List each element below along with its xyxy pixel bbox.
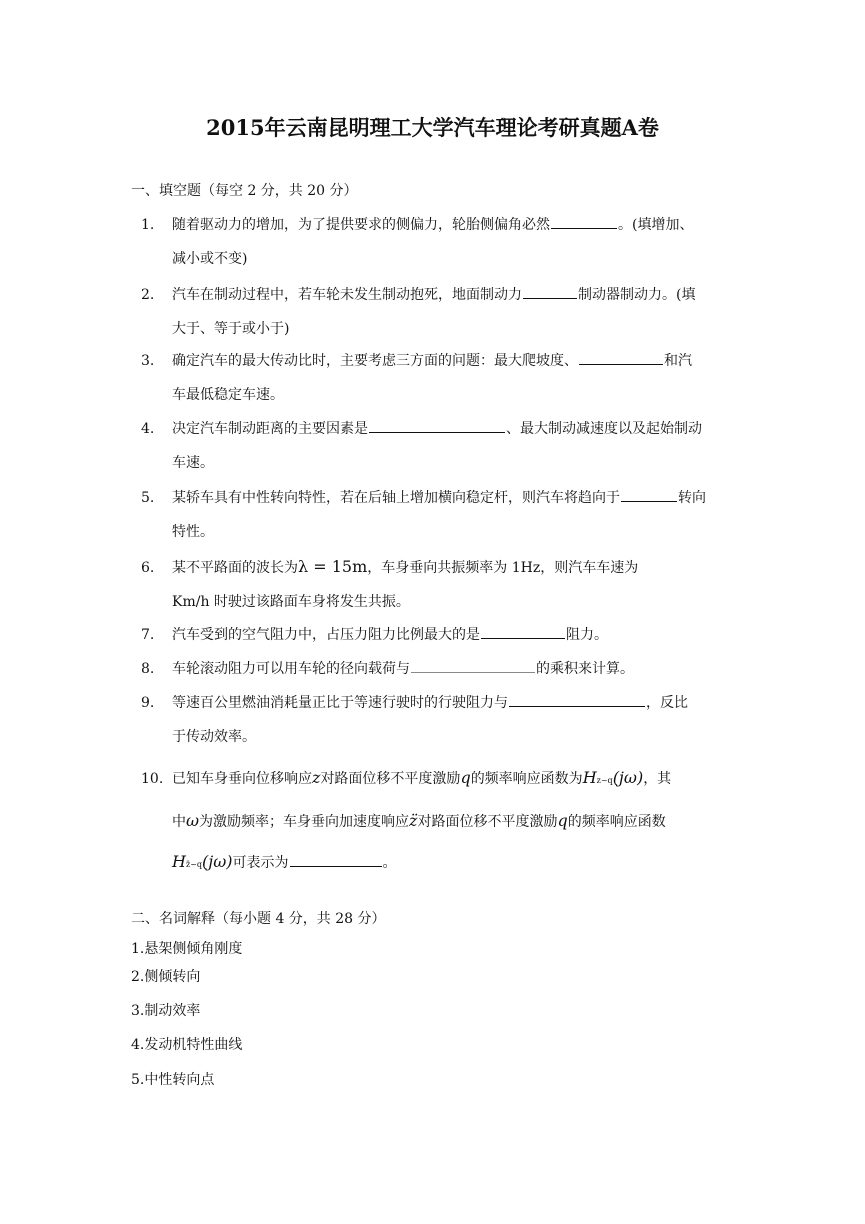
answer-blank[interactable] [369,418,505,433]
question-text: 某不平路面的波长为 [172,560,298,576]
transfer-function-h: H [582,768,597,787]
question-text: 和汽 [664,353,692,369]
question-continuation [131,801,736,842]
question-text: 的频率响应函数为 [470,771,583,787]
question-number: 1. [141,217,155,233]
question-text: 转向 [678,490,706,506]
question-text: 、最大制动减速度以及起始制动 [506,421,702,437]
question-text: 对路面位移不平度激励 [320,771,461,787]
question-text: 的频率响应函数 [567,814,666,830]
question-6 [131,550,736,619]
question-continuation: Km/h 时驶过该路面车身将发生共振。 [172,594,410,610]
question-text: 可表示为 [232,855,289,871]
question-text: 的乘积来计算。 [536,661,634,677]
question-number: 8. [141,661,155,677]
question-number: 2. [141,287,155,303]
term-item: 4.发动机特性曲线 [131,1037,243,1053]
question-9 [131,686,736,754]
question-text: 。(填增加、 [618,217,694,233]
answer-blank[interactable] [579,350,663,365]
question-number: 7. [141,627,155,643]
question-8 [131,652,736,686]
question-number: 9. [141,695,155,711]
variable-omega: ω [186,811,200,830]
question-continuation: 特性。 [172,524,214,540]
question-continuation [131,842,736,885]
answer-blank[interactable] [509,692,645,707]
question-text: 某轿车具有中性转向特性，若在后轴上增加横向稳定杆，则汽车将趋向于 [172,490,620,506]
question-text: 汽车在制动过程中，若车轮未发生制动抱死，地面制动力 [172,287,522,303]
transfer-function-subscript: z̈~q [185,860,202,869]
question-4 [131,412,736,480]
answer-blank[interactable] [411,658,535,673]
transfer-function-argument: (jω) [202,852,233,871]
term-item: 2.侧倾转向 [131,969,201,985]
variable-z-double-dot: z̈ [409,811,418,830]
question-text: 车轮滚动阻力可以用车轮的径向载荷与 [172,661,410,677]
question-number: 4. [141,421,155,437]
question-continuation: 大于、等于或小于) [172,321,290,337]
answer-blank[interactable] [551,214,617,229]
question-text: 为激励频率；车身垂向加速度响应 [199,814,410,830]
answer-blank[interactable] [290,852,382,867]
question-text: ，车身垂向共振频率为 1Hz，则汽车车速为 [367,560,639,576]
page-title: 2015年云南昆明理工大学汽车理论考研真题A卷 [206,115,659,140]
section-1-heading: 一、填空题（每空 2 分，共 20 分） [131,183,358,199]
question-2 [131,278,736,346]
question-continuation: 车速。 [172,455,214,471]
question-10 [131,758,736,885]
variable-q: q [460,768,471,787]
term-item: 3.制动效率 [131,1003,201,1019]
section-2-heading: 二、名词解释（每小题 4 分，共 28 分） [131,911,386,927]
question-text: 随着驱动力的增加，为了提供要求的侧偏力，轮胎侧偏角必然 [172,217,550,233]
transfer-function-h: H [172,852,186,871]
question-7 [131,618,736,652]
question-text: 中 [172,814,186,830]
question-continuation: 车最低稳定车速。 [172,387,284,403]
question-1 [131,208,736,276]
question-continuation: 减小或不变) [172,251,248,267]
transfer-function-subscript: z~q [596,776,613,785]
question-number: 10. [141,771,164,787]
question-text: 。 [382,855,397,871]
question-number: 6. [141,560,155,576]
answer-blank[interactable] [523,284,577,299]
question-number: 3. [141,353,155,369]
question-5 [131,481,736,549]
question-text: 制动器制动力。(填 [578,287,696,303]
question-text: 确定汽车的最大传动比时，主要考虑三方面的问题：最大爬坡度、 [172,353,578,369]
question-text: 汽车受到的空气阻力中，占压力阻力比例最大的是 [172,627,480,643]
variable-z: z [312,768,321,787]
question-text: 已知车身垂向位移响应 [172,771,312,787]
question-text: ，反比 [646,695,688,711]
question-text: 阻力。 [566,627,608,643]
question-text: 决定汽车制动距离的主要因素是 [172,421,368,437]
question-text: 对路面位移不平度激励 [417,814,558,830]
question-text: 等速百公里燃油消耗量正比于等速行驶时的行驶阻力与 [172,695,508,711]
answer-blank[interactable] [481,624,565,639]
answer-blank[interactable] [621,487,677,502]
question-text: ，其 [643,771,672,787]
term-item: 1.悬架侧倾角刚度 [131,941,243,957]
variable-q: q [557,811,568,830]
question-3 [131,344,736,412]
term-item: 5.中性转向点 [131,1072,215,1088]
question-number: 5. [141,490,155,506]
question-continuation: 于传动效率。 [172,729,256,745]
wavelength-formula: λ = 15m [298,557,368,576]
transfer-function-argument: (jω) [612,768,644,787]
